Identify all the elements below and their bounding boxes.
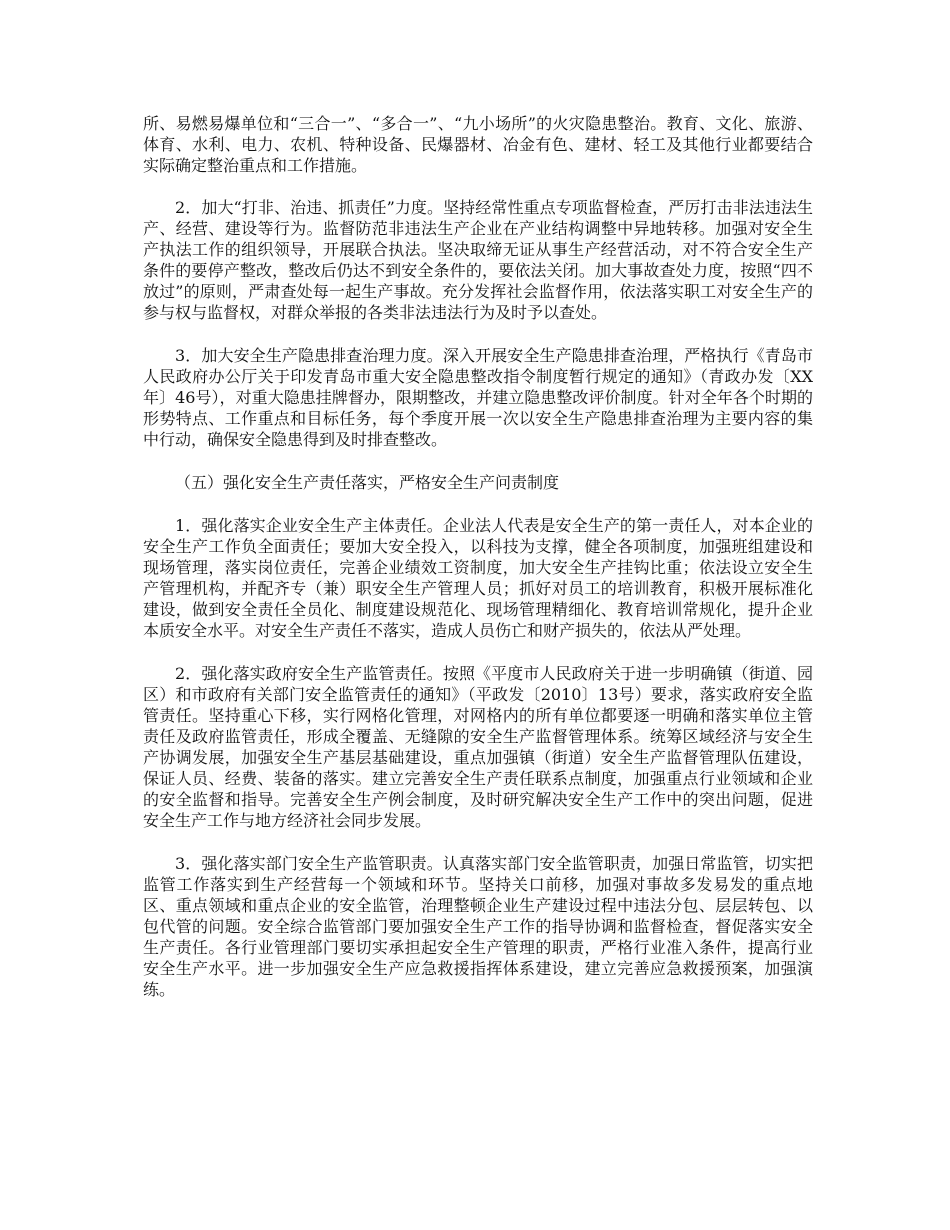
paragraph-department-responsibility: 3．强化落实部门安全生产监管职责。认真落实部门安全监管职责，加强日常监管，切实把监管工作落实到生产经营每一个领域和环节。坚持关口前移，加强对事故多发易发的重点地区、重点领域和重点企业的安全监管，治理整顿企业生产建设过程中违法分包、层层转包、以包代管的问题。安全综合监管部门要加强安全生产工作的指导协调和监督检查，督促落实安全生产责任。各行业管理部门要切实承担起安全生产管理的职责，严格行业准入条件，提高行业安全生产水平。进一步加强安全生产应急救援指挥体系建设，建立完善应急救援预案，加强演练。 (143, 854, 813, 999)
paragraph-enterprise-responsibility: 1．强化落实企业安全生产主体责任。企业法人代表是安全生产的第一责任人，对本企业的安全生产工作负全面责任；要加大安全投入，以科技为支撑，健全各项制度，加强班组建设和现场管理，落实岗位责任，完善企业绩效工资制度，加大安全生产挂钩比重；依法设立安全生产管理机构，并配齐专（兼）职安全生产管理人员；抓好对员工的培训教育，积极开展标准化建设，做到安全责任全员化、制度建设规范化、现场管理精细化、教育培训常规化，提升企业本质安全水平。对安全生产责任不落实，造成人员伤亡和财产损失的，依法从严处理。 (143, 516, 813, 640)
paragraph-government-responsibility: 2．强化落实政府安全生产监管责任。按照《平度市人民政府关于进一步明确镇（街道、园区）和市政府有关部门安全监管责任的通知》（平政发〔2010〕13号）要求，落实政府安全监管责任。坚持重心下移，实行网格化管理，对网格内的所有单位都要逐一明确和落实单位主管责任及政府监管责任，形成全覆盖、无缝隙的安全生产监督管理体系。统筹区域经济与安全生产协调发展，加强安全生产基层基础建设，重点加强镇（街道）安全生产监督管理队伍建设，保证人员、经费、装备的落实。建立完善安全生产责任联系点制度，加强重点行业领域和企业的安全监督和指导。完善安全生产例会制度，及时研究解决安全生产工作中的突出问题，促进安全生产工作与地方经济社会同步发展。 (143, 664, 813, 830)
paragraph-hazard-inspection: 3．加大安全生产隐患排查治理力度。深入开展安全生产隐患排查治理，严格执行《青岛市人民政府办公厅关于印发青岛市重大安全隐患整改指令制度暂行规定的通知》（青政办发〔XX年〕46号），对重大隐患挂牌督办，限期整改，并建立隐患整改评价制度。针对全年各个时期的形势特点、工作重点和目标任务，每个季度开展一次以安全生产隐患排查治理为主要内容的集中行动，确保安全隐患得到及时排查整改。 (143, 346, 813, 449)
paragraph-crackdown-illegal: 2．加大“打非、治违、抓责任”力度。坚持经常性重点专项监督检查，严厉打击非法违法生产、经营、建设等行为。监督防范非违法生产企业在产业结构调整中异地转移。加强对安全生产执法工作的组织领导，开展联合执法。坚决取缔无证从事生产经营活动，对不符合安全生产条件的要停产整改，整改后仍达不到安全条件的，要依法关闭。加大事故查处力度，按照“四不放过”的原则，严肃查处每一起生产事故。充分发挥社会监督作用，依法落实职工对安全生产的参与权与监督权，对群众举报的各类非法违法行为及时予以查处。 (143, 198, 813, 322)
document-body (143, 113, 813, 1022)
paragraph-continuation-fire-hazard: 所、易燃易爆单位和“三合一”、“多合一”、“九小场所”的火灾隐患整治。教育、文化、旅游、体育、水利、电力、农机、特种设备、民爆器材、冶金有色、建材、轻工及其他行业都要结合实际确定整治重点和工作措施。 (143, 114, 813, 175)
section-heading-responsibility: （五）强化安全生产责任落实，严格安全生产问责制度 (175, 473, 560, 492)
